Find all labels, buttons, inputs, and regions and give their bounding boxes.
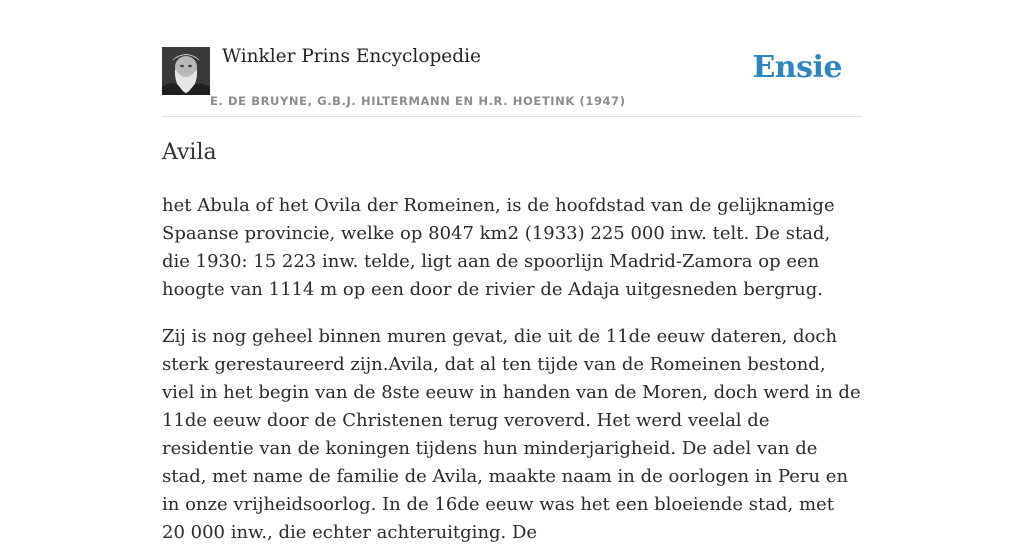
bearded-man-portrait-icon: [162, 47, 210, 95]
article-paragraph-2: Zij is nog geheel binnen muren gevat, die uit de 11de eeuw dateren, doch sterk gerestaureerd zijn.Avila, dat al ten tijde van de Romeinen bestond, viel in het begin van de 8ste eeuw in handen van de Moren, doch werd in de 11de eeuw door de Christenen terug veroverd. Het werd veelal de residentie van de koningen tijdens hun minderjarigheid. De adel van de stad, met name de familie de Avila, maakte naam in de oorlogen in Peru en in onze vrijheidsoorlog. In de 16de eeuw was het een bloeiende stad, met 20 000 inw., die echter achteruitging. De: [162, 326, 861, 543]
source-title[interactable]: Winkler Prins Encyclopedie: [222, 46, 481, 67]
article-paragraph-1: het Abula of het Ovila der Romeinen, is de hoofdstad van de gelijknamige Spaanse provincie, welke op 8047 km2 (1933) 225 000 inw. telt. De stad, die 1930: 15 223 inw. telde, ligt aan de spoorlijn Madrid-Zamora op een hoogte van 1114 m op een door de rivier de Adaja uitgesneden bergrug.: [162, 195, 835, 300]
article-title: Avila: [162, 140, 217, 165]
brand-logo[interactable]: Ensie: [752, 50, 842, 85]
source-authors: E. DE BRUYNE, G.B.J. HILTERMANN EN H.R. HOETINK (1947): [210, 94, 626, 108]
source-header: [162, 0, 862, 117]
source-avatar[interactable]: [162, 47, 210, 95]
page: [162, 0, 862, 543]
